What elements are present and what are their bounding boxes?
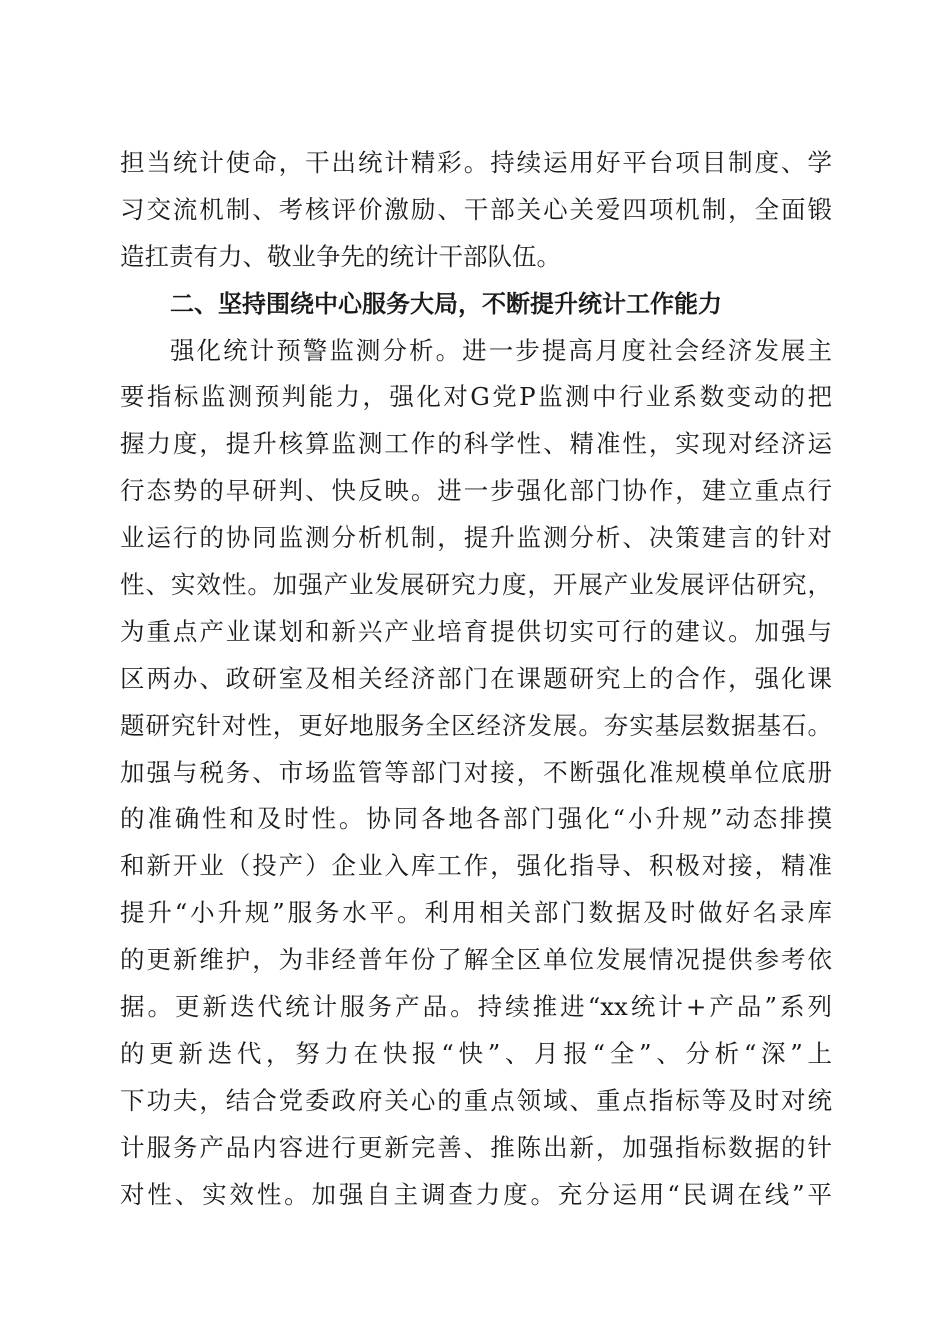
paragraph-line: 下功夫，结合党委政府关心的重点领域、重点指标等及时对统 (120, 1085, 832, 1115)
document-body (120, 140, 832, 1218)
paragraph-line: 计服务产品内容进行更新完善、推陈出新，加强指标数据的针 (120, 1132, 832, 1162)
paragraph-line: 对性、实效性。加强自主调查力度。充分运用“民调在线”平 (120, 1179, 832, 1209)
paragraph-line: 的更新迭代，努力在快报“快”、月报“全”、分析“深”上 (120, 1038, 832, 1068)
paragraph-line: 行态势的早研判、快反映。进一步强化部门协作，建立重点行 (120, 476, 832, 506)
paragraph-line: 的更新维护，为非经普年份了解全区单位发展情况提供参考依 (120, 945, 832, 975)
paragraph-line: 造扛责有力、敬业争先的统计干部队伍。 (120, 241, 561, 271)
paragraph-line: 性、实效性。加强产业发展研究力度，开展产业发展评估研究， (120, 570, 832, 600)
paragraph-line: 加强与税务、市场监管等部门对接，不断强化准规模单位底册 (120, 757, 832, 787)
paragraph-line: 和新开业（投产）企业入库工作，强化指导、积极对接，精准 (120, 851, 832, 881)
paragraph-line: 担当统计使命，干出统计精彩。持续运用好平台项目制度、学 (120, 148, 832, 177)
paragraph-line: 题研究针对性，更好地服务全区经济发展。夯实基层数据基石。 (120, 710, 832, 740)
paragraph-line: 业运行的协同监测分析机制，提升监测分析、决策建言的针对 (120, 523, 832, 553)
paragraph-line: 区两办、政研室及相关经济部门在课题研究上的合作，强化课 (120, 663, 832, 693)
paragraph-line: 强化统计预警监测分析。进一步提高月度社会经济发展主 (170, 335, 832, 365)
paragraph-line: 握力度，提升核算监测工作的科学性、精准性，实现对经济运 (120, 429, 832, 459)
paragraph-line: 据。更新迭代统计服务产品。持续推进“xx统计+产品”系列 (120, 992, 832, 1022)
paragraph-line: 为重点产业谋划和新兴产业培育提供切实可行的建议。加强与 (120, 616, 832, 646)
paragraph-line: 习交流机制、考核评价激励、干部关心关爱四项机制，全面锻 (120, 194, 832, 224)
paragraph-line: 提升“小升规”服务水平。利用相关部门数据及时做好名录库 (120, 898, 832, 928)
paragraph-line: 要指标监测预判能力，强化对G党P监测中行业系数变动的把 (120, 382, 832, 412)
section-heading: 二、坚持围绕中心服务大局，不断提升统计工作能力 (170, 289, 722, 318)
paragraph-line: 的准确性和及时性。协同各地各部门强化“小升规”动态排摸 (120, 804, 832, 834)
